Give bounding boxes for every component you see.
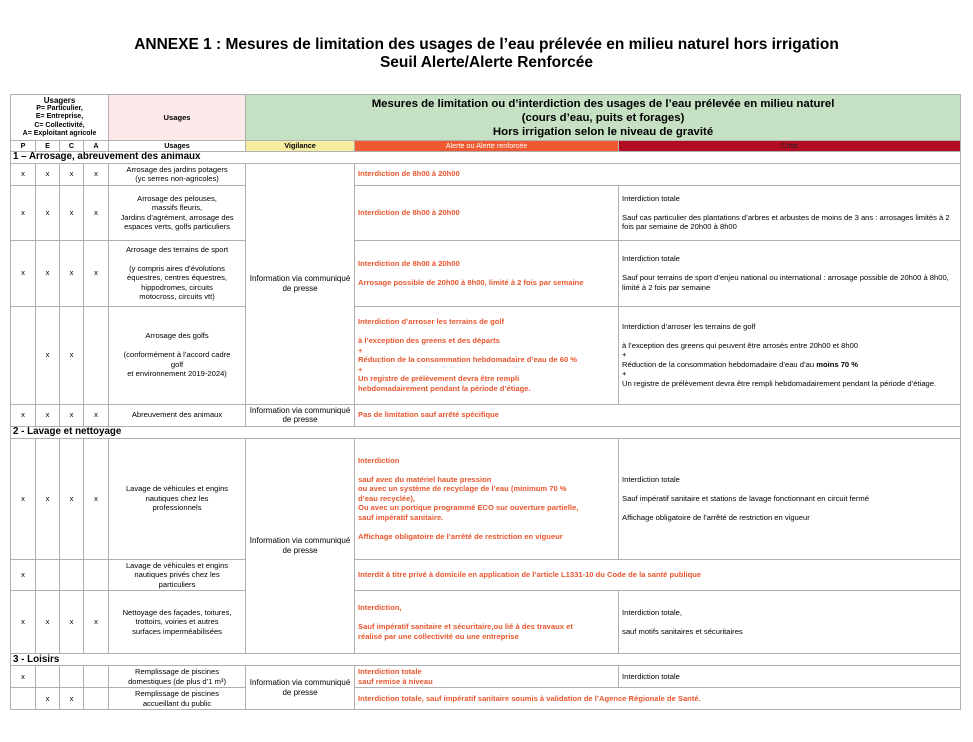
crise-cell: Interdiction totale Sauf cas particulier des plantations d’arbres et arbustes de moins de 3 ans : arrosages limités à 2 fois par semaine de 20h00 à 8h00 [619, 185, 961, 240]
mark: x [60, 306, 84, 404]
title-line1: ANNEXE 1 : Mesures de limitation des usages de l’eau prélevée en milieu naturel hors irrigation [134, 36, 839, 53]
page-title [0, 36, 973, 72]
mark: x [36, 185, 60, 240]
mark: x [36, 688, 60, 710]
table-row [11, 240, 961, 306]
crise-cell: Interdiction d’arroser les terrains de golf à l’exception des greens qui peuvent être arrosés entre 20h00 et 8h00 + Réduction de la consommation hebdomadaire d’eau d’au moins 70 % + Un registre de prélèvement devra être rempli hebdomadairement pendant la période d’étiage. [619, 306, 961, 404]
mark: x [60, 438, 84, 559]
mark: x [60, 591, 84, 654]
usagers-header: Usagers P= Particulier, E= Entreprise, C= Collectivité, A= Exploitant agricole [11, 95, 109, 141]
alerte-cell: Interdiction totale, sauf impératif sanitaire soumis à validation de l’Agence Régionale de Santé. [355, 688, 961, 710]
mark [84, 559, 109, 591]
mark [11, 306, 36, 404]
mark: x [36, 404, 60, 426]
crise-cell: Interdiction totale, sauf motifs sanitaires et sécuritaires [619, 591, 961, 654]
mark: x [60, 185, 84, 240]
table-row [11, 688, 961, 710]
mark: x [60, 163, 84, 185]
usage-cell: Abreuvement des animaux [109, 404, 246, 426]
table-row [11, 438, 961, 559]
restrictions-table [10, 94, 961, 710]
col-usages: Usages [109, 141, 246, 152]
alerte-cell: Interdiction totale sauf remise à niveau [355, 666, 619, 688]
mark [84, 666, 109, 688]
alerte-cell: Interdit à titre privé à domicile en application de l’article L1331-10 du Code de la santé publique [355, 559, 961, 591]
col-c: C [60, 141, 84, 152]
vigilance-cell: Information via communiqué de presse [246, 163, 355, 404]
mark: x [84, 240, 109, 306]
section-arrosage: 1 – Arrosage, abreuvement des animaux [11, 151, 961, 163]
col-p: P [11, 141, 36, 152]
crise-cell: Interdiction totale [619, 666, 961, 688]
crise-cell: Interdiction totale Sauf impératif sanitaire et stations de lavage fonctionnant en circuit fermé Affichage obligatoire de l’arrêté de restriction en vigueur [619, 438, 961, 559]
section-lavage: 2 - Lavage et nettoyage [11, 426, 961, 438]
usage-cell: Arrosage des pelouses, massifs fleuris, Jardins d’agrément, arrosage des espaces verts, golfs particuliers [109, 185, 246, 240]
alerte-cell: Interdiction d’arroser les terrains de golf à l’exception des greens et des départs + Réduction de la consommation hebdomadaire d’eau de 60 % + Un registre de prélèvement devra être rempli hebdomadairement pendant la période d’étiage. [355, 306, 619, 404]
mark: x [60, 688, 84, 710]
mark [84, 306, 109, 404]
vigilance-cell: Information via communiqué de presse [246, 404, 355, 426]
mark: x [60, 240, 84, 306]
mark: x [36, 306, 60, 404]
mark: x [11, 163, 36, 185]
mark: x [11, 438, 36, 559]
title-line2: Seuil Alerte/Alerte Renforcée [379, 54, 594, 71]
alerte-cell: Interdiction de 8h00 à 20h00 Arrosage possible de 20h00 à 8h00, limité à 2 fois par semaine [355, 240, 619, 306]
mark: x [84, 404, 109, 426]
table-row [11, 185, 961, 240]
mark: x [84, 185, 109, 240]
usages-header: Usages [109, 95, 246, 141]
section-loisirs: 3 - Loisirs [11, 654, 961, 666]
usage-cell: Remplissage de piscines domestiques (de plus d’1 m³) [109, 666, 246, 688]
mark [60, 559, 84, 591]
mark: x [84, 591, 109, 654]
usage-cell: Nettoyage des façades, toitures, trottoirs, voiries et autres surfaces imperméabilisées [109, 591, 246, 654]
table-row [11, 404, 961, 426]
col-e: E [36, 141, 60, 152]
mark [36, 559, 60, 591]
usage-cell: Lavage de véhicules et engins nautiques privés chez les particuliers [109, 559, 246, 591]
mark: x [36, 591, 60, 654]
mark: x [11, 666, 36, 688]
usage-cell: Lavage de véhicules et engins nautiques chez les professionnels [109, 438, 246, 559]
mark: x [11, 404, 36, 426]
mark: x [11, 559, 36, 591]
table-row [11, 163, 961, 185]
table-row [11, 591, 961, 654]
mark [84, 688, 109, 710]
usage-cell: Remplissage de piscines accueillant du public [109, 688, 246, 710]
mark: x [60, 404, 84, 426]
col-a: A [84, 141, 109, 152]
col-vigilance: Vigilance [246, 141, 355, 152]
table-row [11, 559, 961, 591]
vigilance-cell: Information via communiqué de presse [246, 666, 355, 710]
usage-cell: Arrosage des jardins potagers (yc serres non-agricoles) [109, 163, 246, 185]
mark: x [11, 185, 36, 240]
alerte-cell: Pas de limitation sauf arrêté spécifique [355, 404, 961, 426]
mark: x [11, 591, 36, 654]
table-row [11, 306, 961, 404]
mark [36, 666, 60, 688]
measures-header: Mesures de limitation ou d’interdiction des usages de l’eau prélevée en milieu naturel (cours d’eau, puits et forages) Hors irrigation selon le niveau de gravité [246, 95, 961, 141]
alerte-cell: Interdiction de 8h00 à 20h00 [355, 163, 961, 185]
mark [11, 688, 36, 710]
col-alerte: Alerte ou Alerte renforcée [355, 141, 619, 152]
table-row [11, 666, 961, 688]
alerte-cell: Interdiction, Sauf impératif sanitaire et sécuritaire,ou lié à des travaux et réalisé par une collectivité ou une entreprise [355, 591, 619, 654]
usage-cell: Arrosage des terrains de sport (y compris aires d’évolutions équestres, centres équestres, hippodromes, circuits motocross, circuits vtt) [109, 240, 246, 306]
col-crise: Crise [619, 141, 961, 152]
alerte-cell: Interdiction sauf avec du matériel haute pression ou avec un système de recyclage de l’eau (minimum 70 % d’eau recyclée), Ou avec un portique programmé ECO sur ouverture partielle, sauf impératif sanitaire. Affichage obligatoire de l’arrêté de restriction en vigueur [355, 438, 619, 559]
usage-cell: Arrosage des golfs (conformément à l’accord cadre golf et environnement 2019-2024) [109, 306, 246, 404]
mark: x [11, 240, 36, 306]
crise-cell: Interdiction totale Sauf pour terrains de sport d’enjeu national ou international : arrosage possible de 20h00 à 8h00, limité à 2 fois par semaine [619, 240, 961, 306]
mark: x [84, 163, 109, 185]
mark: x [84, 438, 109, 559]
mark [60, 666, 84, 688]
mark: x [36, 240, 60, 306]
vigilance-cell: Information via communiqué de presse [246, 438, 355, 654]
alerte-cell: Interdiction de 8h00 à 20h00 [355, 185, 619, 240]
mark: x [36, 438, 60, 559]
mark: x [36, 163, 60, 185]
